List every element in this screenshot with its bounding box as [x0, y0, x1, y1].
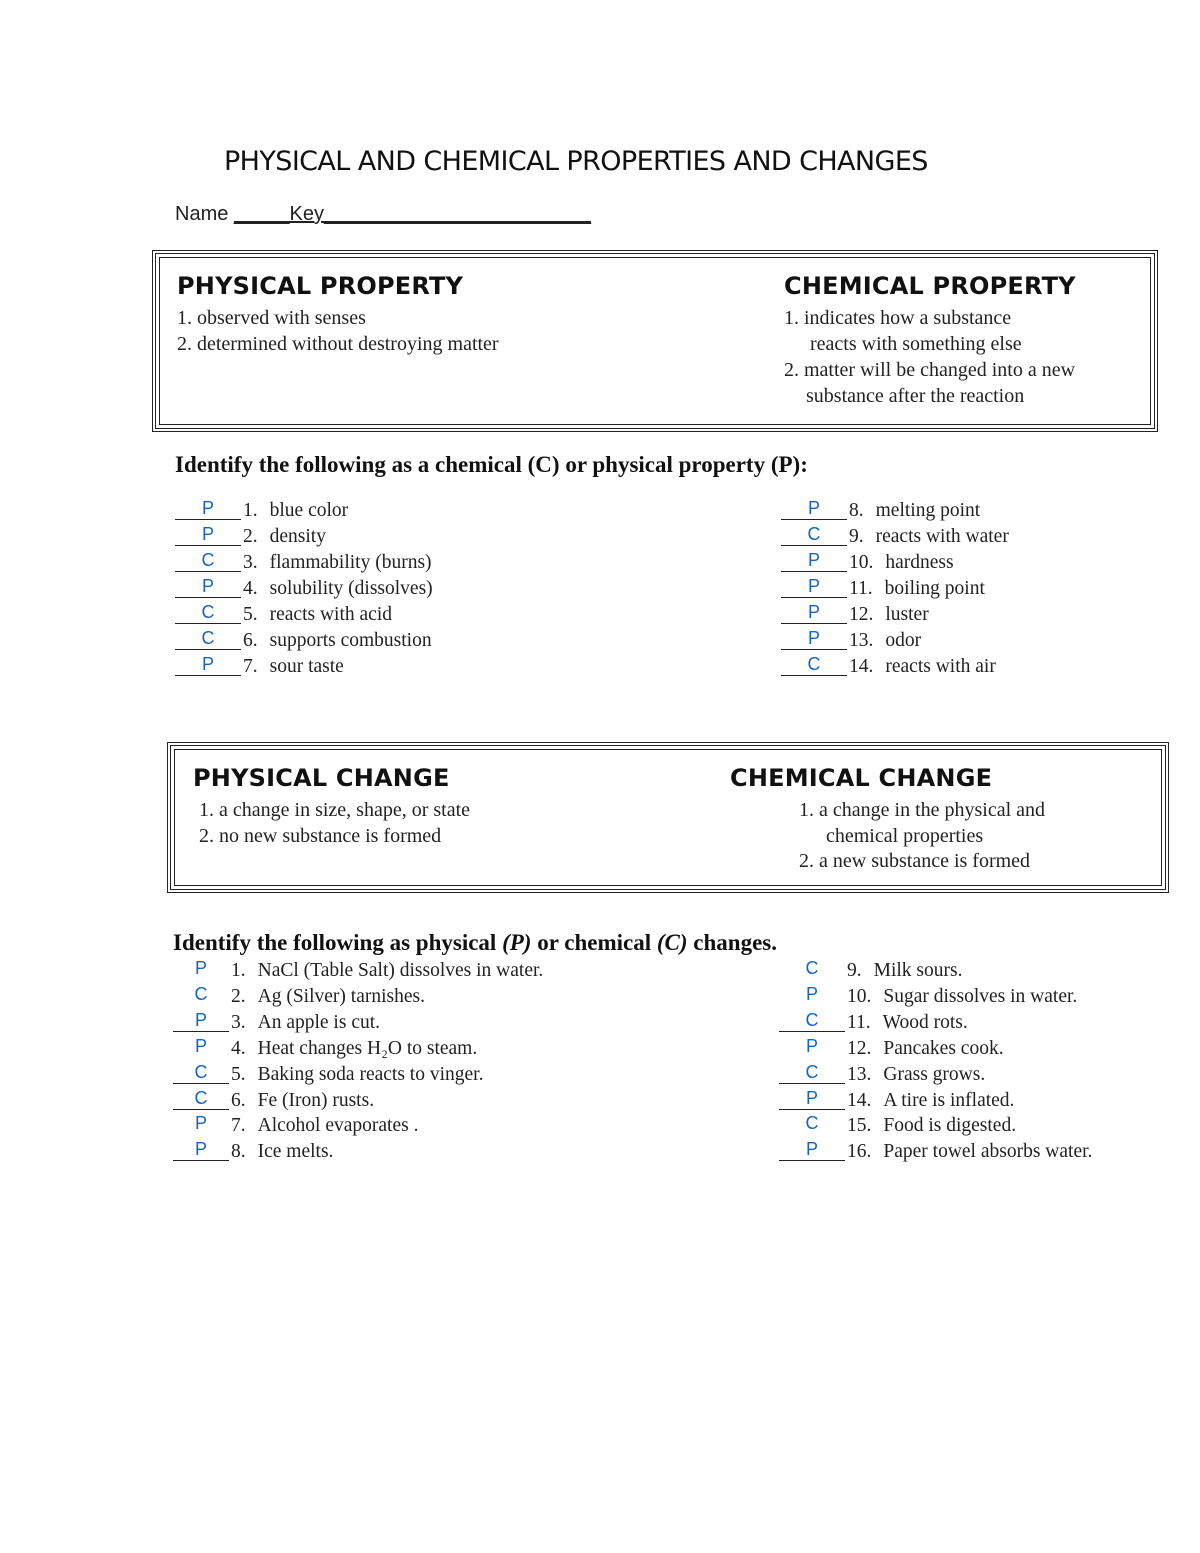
answer-mark: P: [805, 1088, 818, 1108]
answer-blank[interactable]: [781, 524, 847, 546]
chemical-change-line: 1. a change in the physical and: [799, 799, 1046, 821]
answer-mark: C: [201, 550, 215, 570]
answer-blank[interactable]: [173, 1010, 229, 1032]
answer-blank[interactable]: [175, 576, 241, 598]
answer-blank[interactable]: [175, 524, 241, 546]
answer-blank[interactable]: [781, 498, 847, 520]
physical-property-line: 2. determined without destroying matter: [177, 333, 499, 355]
list-item: P 7. Alcohol evaporates .: [173, 1113, 418, 1139]
answer-blank[interactable]: [779, 1062, 845, 1084]
list-item: C 2. Ag (Silver) tarnishes.: [173, 984, 425, 1010]
answer-blank[interactable]: [781, 602, 847, 624]
answer-blank[interactable]: [781, 550, 847, 572]
answer-blank[interactable]: [781, 628, 847, 650]
answer-mark: C: [807, 654, 821, 674]
list-item: P 11. boiling point: [781, 576, 985, 602]
answer-blank[interactable]: [779, 1036, 845, 1058]
list-item: P 8. Ice melts.: [173, 1139, 333, 1165]
list-item: P 1. NaCl (Table Salt) dissolves in water.: [173, 958, 543, 984]
answer-blank[interactable]: [781, 576, 847, 598]
list-item: P 4. solubility (dissolves): [175, 576, 433, 602]
list-item: P 12. luster: [781, 602, 929, 628]
physical-change-heading: PHYSICAL CHANGE: [193, 764, 450, 792]
list-item: P 10. Sugar dissolves in water.: [779, 984, 1077, 1010]
list-item: P 4. Heat changes H₂O to steam.: [173, 1036, 477, 1062]
answer-blank[interactable]: [779, 1139, 845, 1161]
list-item: P 12. Pancakes cook.: [779, 1036, 1004, 1062]
answer-mark: P: [194, 1113, 207, 1133]
list-item: C 5. Baking soda reacts to vinger.: [173, 1062, 483, 1088]
name-label: Name: [175, 203, 234, 225]
answer-mark: P: [805, 1036, 818, 1056]
answer-mark: P: [807, 576, 820, 596]
answer-mark: P: [805, 984, 818, 1004]
answer-blank[interactable]: [173, 1062, 229, 1084]
list-item: C 14. reacts with air: [781, 654, 996, 680]
list-item: C 6. Fe (Iron) rusts.: [173, 1088, 374, 1114]
list-item: P 16. Paper towel absorbs water.: [779, 1139, 1092, 1165]
answer-blank[interactable]: [173, 984, 229, 1006]
list-item: P 13. odor: [781, 628, 921, 654]
answer-mark: P: [194, 1010, 207, 1030]
list-item: P 1. blue color: [175, 498, 348, 524]
list-item: C 9. Milk sours.: [779, 958, 962, 984]
chemical-property-line: 2. matter will be changed into a new: [784, 359, 1076, 381]
chemical-property-line: 1. indicates how a substance: [784, 307, 1012, 329]
physical-change-line: 1. a change in size, shape, or state: [199, 799, 471, 821]
properties-definition-box: [152, 250, 1158, 432]
answer-blank[interactable]: [779, 1010, 845, 1032]
answer-mark: C: [805, 1113, 819, 1133]
answer-blank[interactable]: [175, 628, 241, 650]
answer-mark: C: [201, 602, 215, 622]
physical-property-heading: PHYSICAL PROPERTY: [177, 272, 464, 300]
answer-mark: P: [201, 524, 214, 544]
answer-mark: C: [807, 524, 821, 544]
list-item: C 3. flammability (burns): [175, 550, 432, 576]
answer-blank[interactable]: [173, 1088, 229, 1110]
answer-mark: C: [805, 958, 819, 978]
list-item: P 2. density: [175, 524, 326, 550]
chemical-property-line: reacts with something else: [810, 333, 1022, 355]
answer-mark: C: [194, 1088, 208, 1108]
physical-property-line: 1. observed with senses: [177, 307, 366, 329]
answer-mark: C: [194, 1062, 208, 1082]
answer-mark: P: [807, 498, 820, 518]
answer-blank[interactable]: [175, 602, 241, 624]
properties-prompt: Identify the following as a chemical (C) or physical property (P):: [175, 452, 808, 477]
answer-blank[interactable]: [173, 1036, 229, 1058]
answer-blank[interactable]: [779, 1113, 845, 1135]
answer-blank[interactable]: [781, 654, 847, 676]
chemical-change-line: 2. a new substance is formed: [799, 850, 1031, 872]
answer-mark: P: [807, 628, 820, 648]
answer-blank[interactable]: [175, 498, 241, 520]
answer-mark: P: [201, 498, 214, 518]
list-item: P 8. melting point: [781, 498, 980, 524]
answer-mark: C: [805, 1062, 819, 1082]
list-item: P 10. hardness: [781, 550, 954, 576]
chemical-property-line: substance after the reaction: [806, 385, 1025, 407]
answer-mark: P: [201, 576, 214, 596]
answer-mark: C: [194, 984, 208, 1004]
answer-blank[interactable]: [173, 1113, 229, 1135]
list-item: C 5. reacts with acid: [175, 602, 392, 628]
answer-blank[interactable]: [175, 654, 241, 676]
chemical-change-heading: CHEMICAL CHANGE: [730, 764, 993, 792]
list-item: P 3. An apple is cut.: [173, 1010, 380, 1036]
name-line: [175, 203, 591, 226]
list-item: P 7. sour taste: [175, 654, 344, 680]
answer-mark: P: [807, 602, 820, 622]
list-item: C 9. reacts with water: [781, 524, 1009, 550]
answer-blank[interactable]: [173, 1139, 229, 1161]
changes-prompt: Identify the following as physical (P) or chemical (C) changes.: [173, 930, 777, 955]
name-field[interactable]: _____Key________________________: [233, 203, 591, 225]
list-item: C 13. Grass grows.: [779, 1062, 985, 1088]
chemical-change-line: chemical properties: [826, 825, 984, 847]
list-item: C 15. Food is digested.: [779, 1113, 1016, 1139]
answer-blank[interactable]: [779, 984, 845, 1006]
chemical-property-heading: CHEMICAL PROPERTY: [784, 272, 1076, 300]
answer-mark: P: [805, 1139, 818, 1159]
answer-mark: C: [805, 1010, 819, 1030]
answer-blank[interactable]: [175, 550, 241, 572]
answer-mark: P: [194, 1036, 207, 1056]
list-item: C 11. Wood rots.: [779, 1010, 968, 1036]
physical-change-line: 2. no new substance is formed: [199, 825, 442, 847]
list-item: C 6. supports combustion: [175, 628, 432, 654]
answer-mark: C: [201, 628, 215, 648]
answer-blank[interactable]: [173, 958, 229, 980]
changes-definition-box: [167, 742, 1169, 893]
answer-mark: P: [194, 958, 207, 978]
list-item: P 14. A tire is inflated.: [779, 1088, 1014, 1114]
answer-blank[interactable]: [779, 1088, 845, 1110]
answer-mark: P: [807, 550, 820, 570]
answer-mark: P: [194, 1139, 207, 1159]
answer-mark: P: [201, 654, 214, 674]
worksheet-title: PHYSICAL AND CHEMICAL PROPERTIES AND CHANGES: [224, 146, 928, 177]
answer-blank[interactable]: [779, 958, 845, 980]
